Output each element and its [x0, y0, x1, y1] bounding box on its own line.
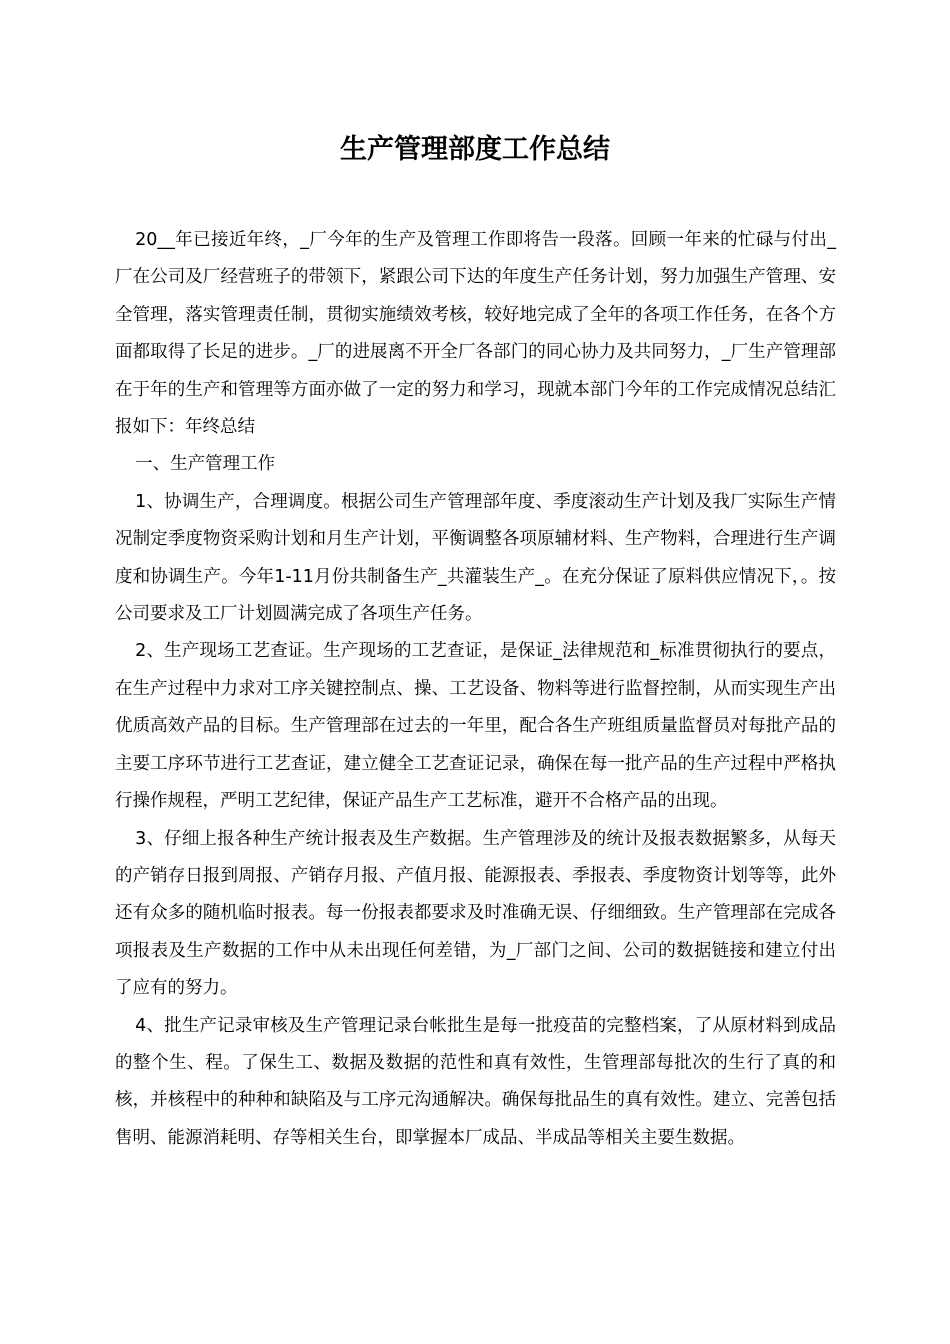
- document-body: [115, 222, 836, 1157]
- document-title: 生产管理部度工作总结: [340, 134, 610, 165]
- paragraph-intro: 20__年已接近年终，_厂今年的生产及管理工作即将告一段落。回顾一年来的忙碌与付出_厂在公司及厂经营班子的带领下，紧跟公司下达的年度生产任务计划，努力加强生产管理、安全管理，落实管理责任制，贯彻实施绩效考核，较好地完成了全年的各项工作任务，在各个方面都取得了长足的进步。_厂的进展离不开全厂各部门的同心协力及共同努力，_厂生产管理部在于年的生产和管理等方面亦做了一定的努力和学习，现就本部门今年的工作完成情况总结汇报如下：年终总结: [115, 230, 836, 438]
- paragraph-item-2: 2、生产现场工艺查证。生产现场的工艺查证，是保证_法律规范和_标准贯彻执行的要点，在生产过程中力求对工序关键控制点、操、工艺设备、物料等进行监督控制，从而实现生产出优质高效产品的目标。生产管理部在过去的一年里，配合各生产班组质量监督员对每批产品的主要工序环节进行工艺查证，建立健全工艺查证记录，确保在每一批产品的生产过程中严格执行操作规程，严明工艺纪律，保证产品生产工艺标准，避开不合格产品的出现。: [115, 641, 836, 812]
- paragraph-item-4: 4、批生产记录审核及生产管理记录台帐批生是每一批疫苗的完整档案，了从原材料到成品的整个生、程。了保生工、数据及数据的范性和真有效性，生管理部每批次的生行了真的和核，并核程中的种种和缺陷及与工序元沟通解决。确保每批品生的真有效性。建立、完善包括售明、能源消耗明、存等相关生台，即掌握本厂成品、半成品等相关主要生数据。: [115, 1015, 836, 1148]
- paragraph-item-3: 3、仔细上报各种生产统计报表及生产数据。生产管理涉及的统计及报表数据繁多，从每天的产销存日报到周报、产销存月报、产值月报、能源报表、季报表、季度物资计划等等，此外还有众多的随机临时报表。每一份报表都要求及时准确无误、仔细细致。生产管理部在完成各项报表及生产数据的工作中从未出现任何差错，为_厂部门之间、公司的数据链接和建立付出了应有的努力。: [115, 828, 836, 999]
- section-heading-production-management: 一、生产管理工作: [135, 454, 276, 475]
- paragraph-item-1: 1、协调生产，合理调度。根据公司生产管理部年度、季度滚动生产计划及我厂实际生产情况制定季度物资采购计划和月生产计划，平衡调整各项原辅材料、生产物料，合理进行生产调度和协调生产。今年1-11月份共制备生产_共灌装生产_。在充分保证了原料供应情况下，。按公司要求及工厂计划圆满完成了各项生产任务。: [115, 491, 836, 625]
